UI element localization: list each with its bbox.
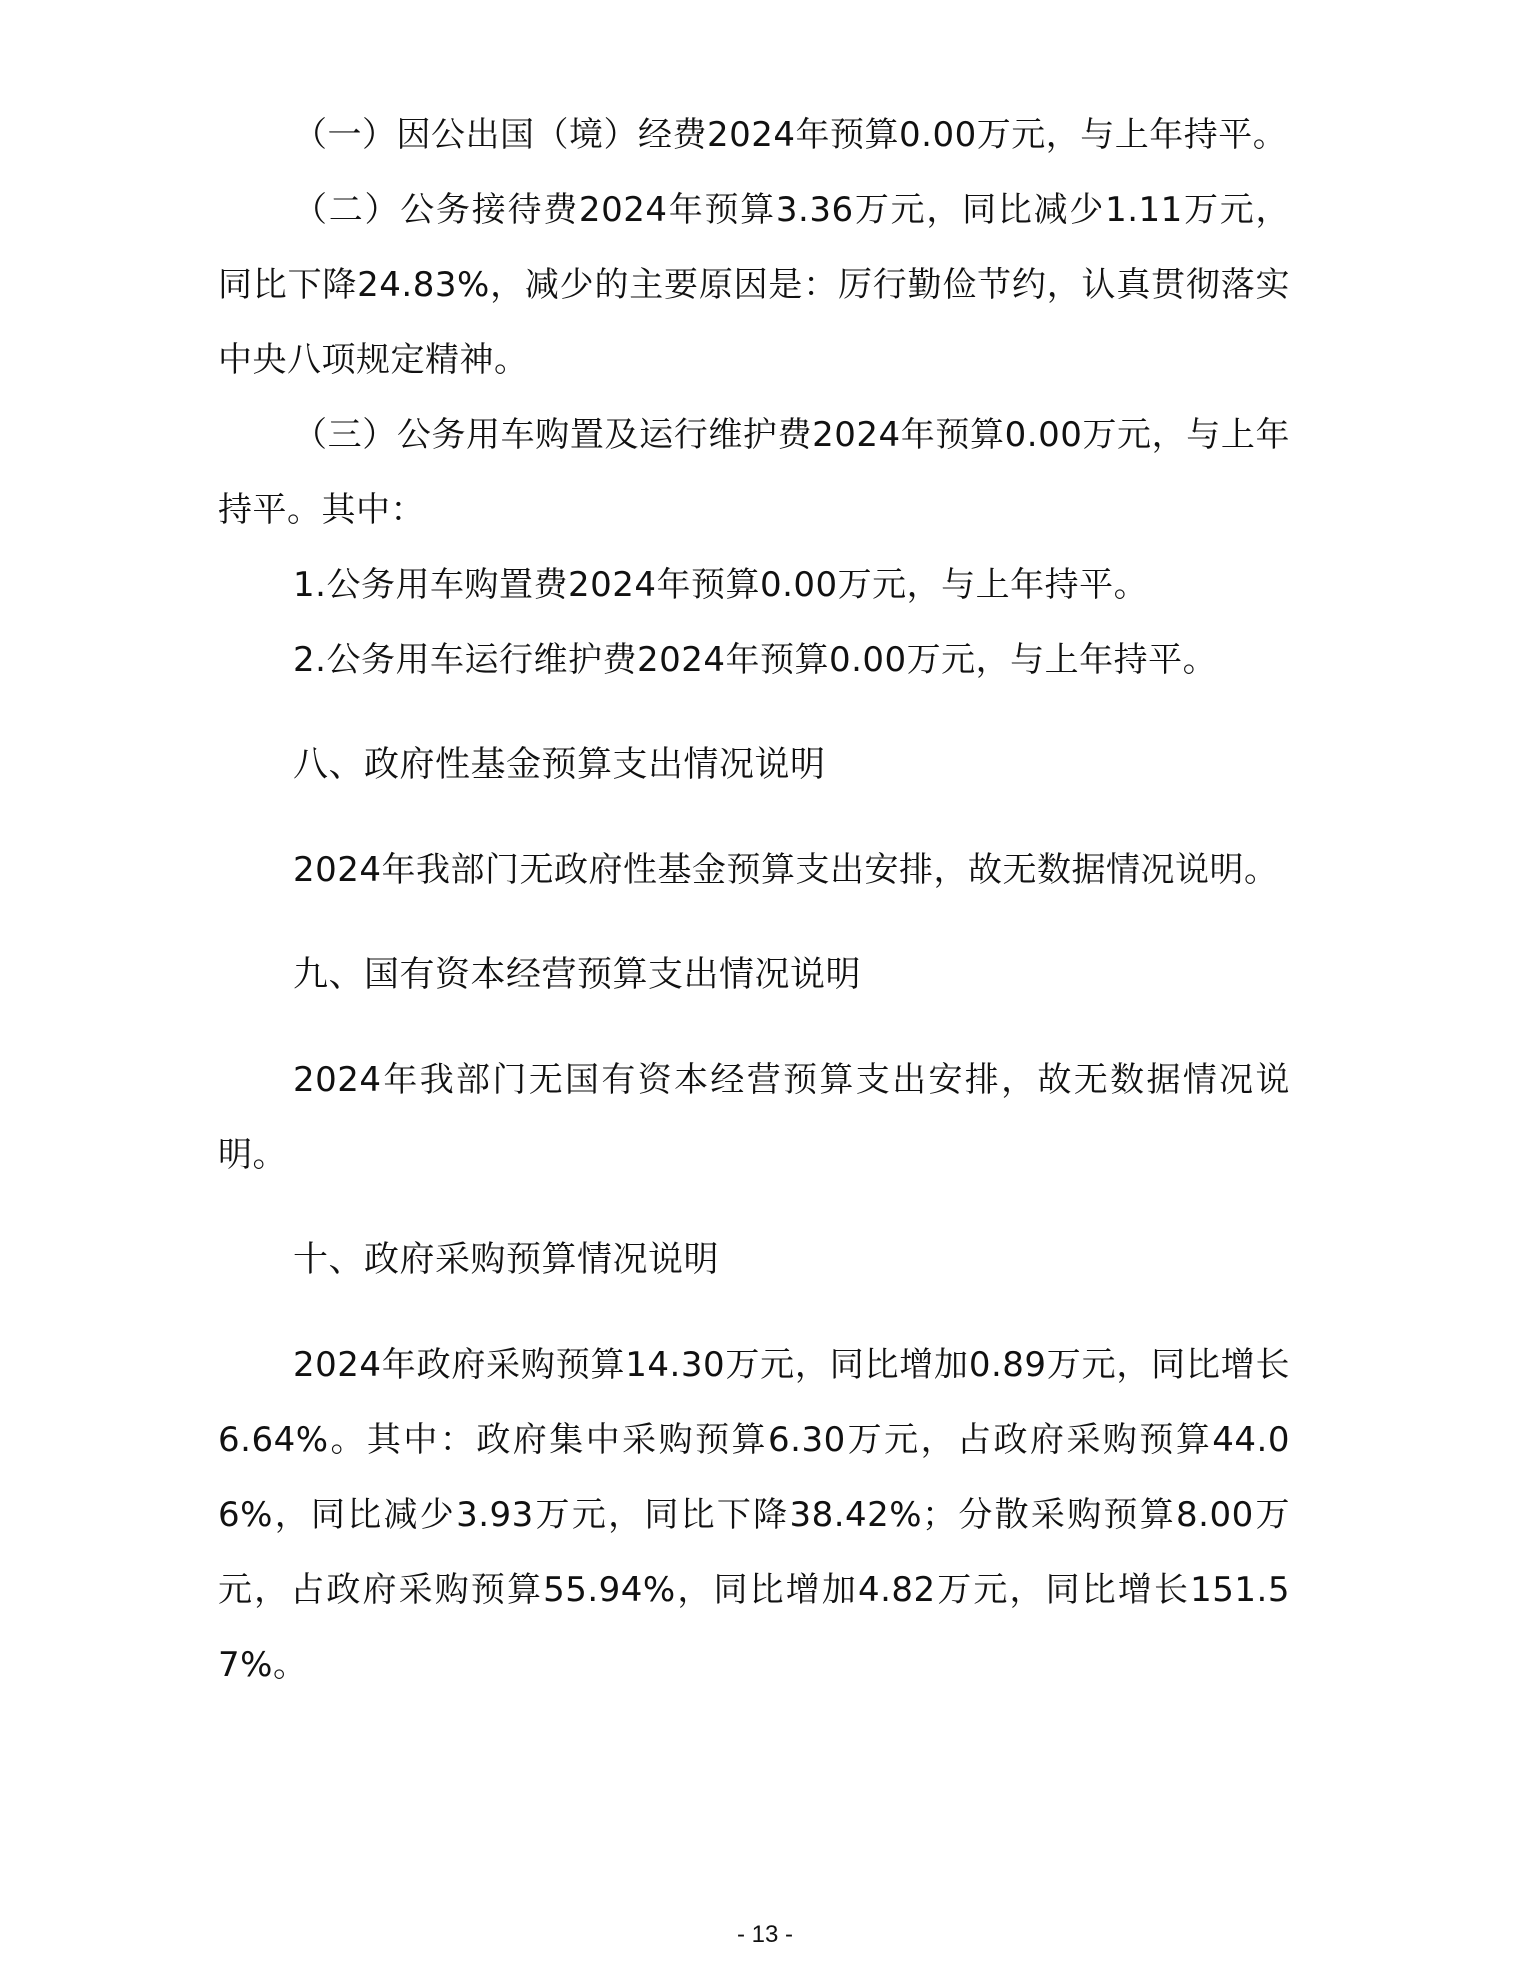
document-body [218, 98, 1290, 1703]
paragraph-vehicle-maintenance: 2.公务用车运行维护费2024年预算0.00万元，与上年持平。 [293, 640, 1218, 680]
paragraph-reception-budget: （二）公务接待费2024年预算3.36万元，同比减少1.11万元，同比下降24.83%，减少的主要原因是：厉行勤俭节约，认真贯彻落实中央八项规定精神。 [218, 190, 1290, 380]
section-heading-state-capital-budget: 九、国有资本经营预算支出情况说明 [293, 955, 862, 995]
paragraph-state-capital-budget: 2024年我部门无国有资本经营预算支出安排，故无数据情况说明。 [218, 1060, 1290, 1175]
paragraph-overseas-travel-budget: （一）因公出国（境）经费2024年预算0.00万元，与上年持平。 [293, 115, 1288, 155]
paragraph-vehicle-purchase: 1.公务用车购置费2024年预算0.00万元，与上年持平。 [293, 565, 1149, 605]
section-heading-procurement-budget: 十、政府采购预算情况说明 [293, 1240, 720, 1280]
paragraph-procurement-budget: 2024年政府采购预算14.30万元，同比增加0.89万元，同比增长6.64%。其中：政府集中采购预算6.30万元，占政府采购预算44.06%，同比减少3.93万元，同比下降38.42%；分散采购预算8.00万元，占政府采购预算55.94%，同比增加4.82万元，同比增长151.57%。 [218, 1345, 1290, 1685]
paragraph-fund-budget: 2024年我部门无政府性基金预算支出安排，故无数据情况说明。 [293, 850, 1279, 890]
page-number: - 13 - [736, 1921, 793, 1948]
section-heading-fund-budget: 八、政府性基金预算支出情况说明 [293, 745, 826, 785]
paragraph-vehicle-budget: （三）公务用车购置及运行维护费2024年预算0.00万元，与上年持平。其中： [218, 415, 1290, 530]
